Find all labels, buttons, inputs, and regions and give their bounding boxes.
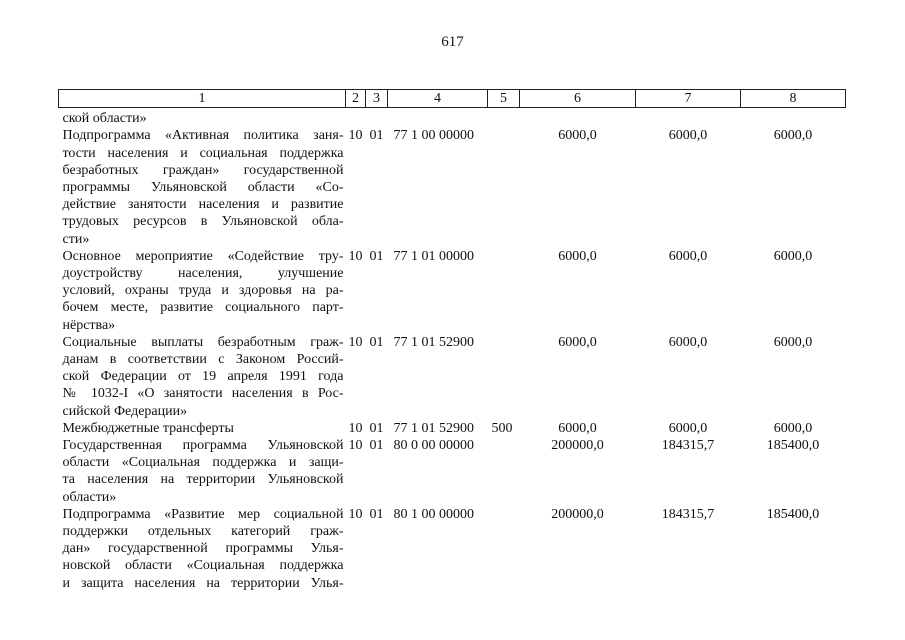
item-name-line: бочем месте, развитие социального парт- [62,300,344,316]
target-article-cell: 77 1 01 52900 [393,420,474,436]
subsection-code-cell: 01 [369,334,384,350]
target-article-cell: 80 0 00 00000 [393,438,474,454]
item-name-line: поддержки отдельных категорий граж- [62,524,344,540]
table-row [59,127,846,247]
item-name-line: Межбюджетные трансферты [62,420,234,436]
target-article-cell: 77 1 01 00000 [393,248,474,264]
amount-col-6-cell: 200000,0 [551,438,604,454]
subsection-code-cell: 01 [369,128,384,144]
target-article-cell [388,108,488,128]
section-code-cell: 10 [348,438,363,454]
amount-col-8-cell: 185400,0 [766,506,820,522]
expense-type-cell [488,248,520,334]
amount-col-6-cell: 200000,0 [551,506,604,522]
amount-col-6-cell: 6000,0 [558,420,597,436]
table-row [59,334,846,420]
amount-col-6-cell [520,108,636,128]
amount-col-6-cell: 6000,0 [558,248,597,264]
amount-col-8-cell: 6000,0 [773,248,813,264]
table-row [59,420,846,437]
amount-col-8-cell: 6000,0 [773,420,813,436]
item-name-line: доустройству населения, улучшение [62,266,344,282]
item-name-line: безработных граждан» государственной [62,162,344,178]
table-body [59,108,846,592]
section-code-cell: 10 [348,128,363,144]
header-col-2: 2 [346,90,366,108]
header-col-8: 8 [741,90,846,108]
item-name-line: области «Социальная поддержка и защи- [62,455,344,471]
item-name-line: области» [62,489,117,505]
amount-col-8-cell: 6000,0 [773,334,813,350]
table-row [59,506,846,592]
item-name-line: новской области «Социальная поддержка [62,558,344,574]
subsection-code-cell: 01 [369,506,384,522]
expense-type-cell [488,108,520,128]
item-name-line: условий, охраны труда и здоровья на ра- [62,283,344,299]
amount-col-7-cell: 6000,0 [668,420,708,436]
item-name-line: действие занятости населения и развитие [62,197,344,213]
item-name-cell [59,108,346,128]
target-article-cell: 80 1 00 00000 [393,506,474,522]
item-name-line: и защита населения на территории Улья- [62,575,344,591]
subsection-code-cell: 01 [369,420,384,436]
section-code-cell: 10 [348,334,363,350]
expense-type-cell: 500 [491,420,513,436]
header-col-5: 5 [488,90,520,108]
table-header [59,90,846,108]
table-row [59,437,846,506]
section-code-cell [346,108,366,128]
item-name-line: тости населения и социальная поддержка [62,145,344,161]
table-row [59,108,846,128]
item-name-line: та населения на территории Ульяновской [62,472,344,488]
header-col-6: 6 [520,90,636,108]
item-name-cell [59,506,346,592]
item-name-line: ской области» [62,111,147,127]
amount-col-7-cell: 184315,7 [661,506,715,522]
header-col-1: 1 [59,90,346,108]
amount-col-6-cell: 6000,0 [558,334,597,350]
item-name-line: ской Федерации от 19 апреля 1991 года [62,369,344,385]
item-name-line: Подпрограмма «Активная политика заня- [62,128,344,144]
expense-type-cell [488,334,520,420]
expense-type-cell [488,437,520,506]
subsection-code-cell: 01 [369,438,384,454]
amount-col-8-cell: 6000,0 [773,128,813,144]
table-row [59,248,846,334]
item-name-line: Подпрограмма «Развитие мер социальной [62,506,344,522]
item-name-line: Основное мероприятие «Содействие тру- [62,248,344,264]
item-name-line: № 1032-I «О занятости населения в Рос- [62,386,344,402]
amount-col-8-cell [741,108,846,128]
item-name-cell [59,127,346,247]
item-name-line: Социальные выплаты безработным граж- [62,334,344,350]
subsection-code-cell [366,108,388,128]
header-row [59,90,846,108]
item-name-cell [59,420,346,437]
header-col-4: 4 [388,90,488,108]
budget-table [58,89,846,592]
section-code-cell: 10 [348,248,363,264]
item-name-line: сийской Федерации» [62,403,188,419]
item-name-cell [59,437,346,506]
header-col-7: 7 [636,90,741,108]
section-code-cell: 10 [348,420,363,436]
expense-type-cell [488,127,520,247]
amount-col-7-cell: 6000,0 [668,334,708,350]
item-name-cell [59,334,346,420]
target-article-cell: 77 1 01 52900 [393,334,474,350]
item-name-line: данам в соответствии с Законом Россий- [62,352,344,368]
amount-col-8-cell: 185400,0 [766,438,820,454]
section-code-cell: 10 [348,506,363,522]
subsection-code-cell: 01 [369,248,384,264]
page-number: 617 [441,34,464,50]
item-name-line: дан» государственной программы Улья- [62,541,344,557]
amount-col-6-cell: 6000,0 [558,128,597,144]
item-name-cell [59,248,346,334]
target-article-cell: 77 1 00 00000 [393,128,474,144]
expense-type-cell [488,506,520,592]
item-name-line: программы Ульяновской области «Со- [62,180,344,196]
amount-col-7-cell: 6000,0 [668,248,708,264]
amount-col-7-cell [636,108,741,128]
header-col-3: 3 [366,90,388,108]
amount-col-7-cell: 184315,7 [661,438,715,454]
item-name-line: Государственная программа Ульяновской [62,438,344,454]
item-name-line: трудовых ресурсов в Ульяновской обла- [62,214,344,230]
item-name-line: нёрства» [62,317,116,333]
amount-col-7-cell: 6000,0 [668,128,708,144]
item-name-line: сти» [62,231,90,247]
